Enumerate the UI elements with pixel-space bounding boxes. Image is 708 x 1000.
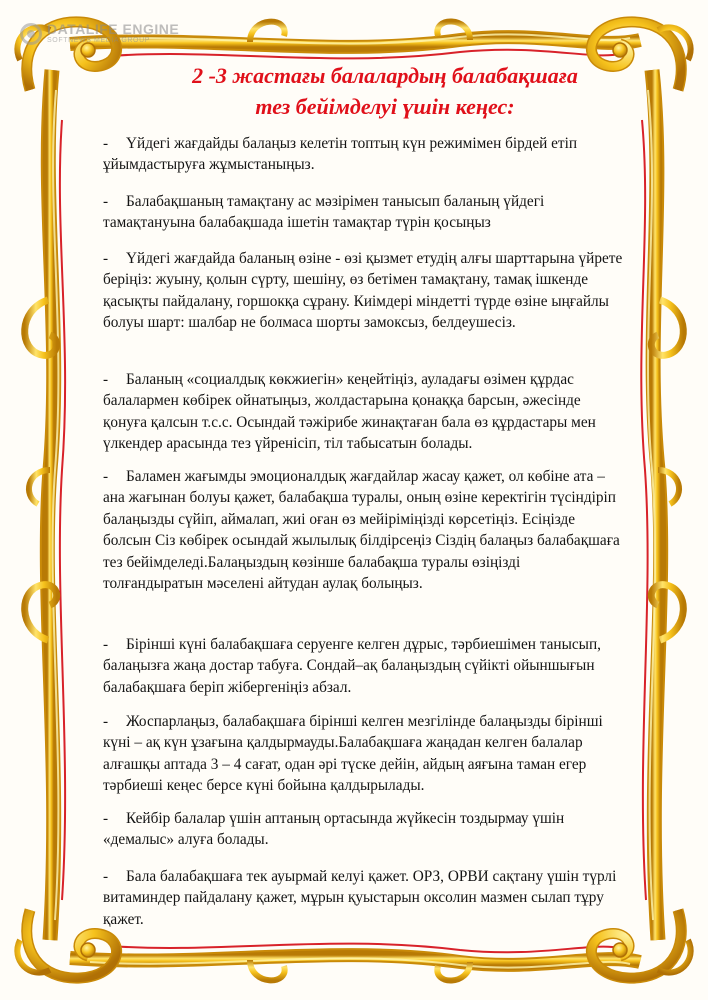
frame-right-rail [641,70,683,940]
advice-paragraph [103,866,623,930]
list-dash: - [103,371,109,388]
paragraph-text: Үйдегі жағдайда баланың өзіне - өзі қызмет етудің алғы шарттарына үйрете беріңіз: жуыну, қолын сүрту, шешіну, өз бетімен тамақтану, тамақ ішкенде қасықты пайдалану, горшокқа сұрану. Киімдері міндетті түрде өзіне ыңғайлы болуы шарт: шалбар не болмаса шорты замоксыз, белдеушесіз. [103,250,623,332]
list-dash: - [103,193,109,210]
page-title-line-2: тез бейімделуі үшін кеңес: [255,94,515,119]
advice-paragraph [103,191,623,234]
page-title-line-1: 2 -3 жастағы балалардың балабақшаға [192,63,578,88]
list-dash: - [103,250,109,267]
paragraph-text: Баланың «социалдық көкжиегін» кеңейтіңіз, ауладағы өзімен құрдас балалармен көбірек ойнатыңыз, жолдастарына қонаққа барсын, әжесінде қонуға қалсын т.с.с. Осындай тәжірибе жинақтаған бала өз құрдастары мен үлкендер арасында тез үйренісіп, тіл табысатын болады. [103,371,596,453]
advice-paragraph [103,808,623,851]
list-dash: - [103,135,109,152]
list-dash: - [103,713,109,730]
list-dash: - [103,468,109,485]
list-dash: - [103,810,109,827]
watermark [20,22,179,45]
watermark-subtitle: SOFTNEWS MEDIA GROUP [47,37,151,44]
watermark-title: DATALIFE ENGINE [47,21,180,37]
paragraph-text: Бірінші күні балабақшаға серуенге келген дұрыс, тәрбиешімен танысып, балаңызға жаңа достар табуға. Сондай–ақ балаңыздың сүйікті ойыншығын балабақшаға беріп жібергеніңіз абзал. [103,636,601,696]
advice-paragraph [103,634,623,698]
watermark-logo-icon [20,23,42,45]
paragraph-text: Балабақшаның тамақтану ас мәзірімен танысып баланың үйдегі тамақтануына балабақшада ішетін тамақтар түрін қосыңыз [103,193,545,232]
frame-corner-bottom-left [17,910,116,978]
paragraph-text: Кейбір балалар үшін аптаның ортасында жүйкесін тоздырмау үшін «демалыс» алуға болады. [103,810,565,849]
frame-bottom-rail [70,944,640,981]
paragraph-text: Жоспарлаңыз, балабақшаға бірінші келген мезгілінде балаңызды бірінші күні – ақ күн ұзағына қалдырмауды.Балабақшаға жаңадан келген балалар алғашқы аптада 3 – 4 сағат, одан әрі түске дейін, айдың аяғына таман егер тәрбиеші кеңес берсе күні бойына қалдырылады. [103,713,603,795]
paragraph-text: Бала балабақшаға тек ауырмай келуі қажет. ОРЗ, ОРВИ сақтану үшін түрлі витаминдер пайдалану қажет, мұрын қуыстарын оксолин мазмен сылап тұру қажет. [103,868,617,928]
advice-paragraph [103,248,623,334]
paragraph-text: Баламен жағымды эмоционалдық жағдайлар жасау қажет, ол көбіне ата – ана жағынан болуы қажет, балабақша туралы, оның өзіне керектігін түсіндіріп балаңызды сүйіп, аймалап, жиі оған өз мейіріміңізді көрсетіңіз. Есіңізде болсын Сіз көбірек осындай жылылық білдірсеңіз Сіздің балаңыз балабақшаға тез бейімделеді.Балаңыздың көзінше балабақша туралы өзіңізді толғандыратын мәселені айтудан аулақ болыңыз. [103,468,620,593]
advice-paragraph [103,711,623,797]
advice-paragraph [103,133,623,176]
frame-left-rail [25,70,65,940]
watermark-text [47,22,179,45]
list-dash: - [103,868,109,885]
list-dash: - [103,636,109,653]
advice-paragraph [103,466,623,594]
advice-paragraph [103,369,623,455]
paragraph-text: Үйдегі жағдайды балаңыз келетін топтың күн режимімен бірдей етіп ұйымдастыруға жұмыстаныңыз. [103,135,578,174]
